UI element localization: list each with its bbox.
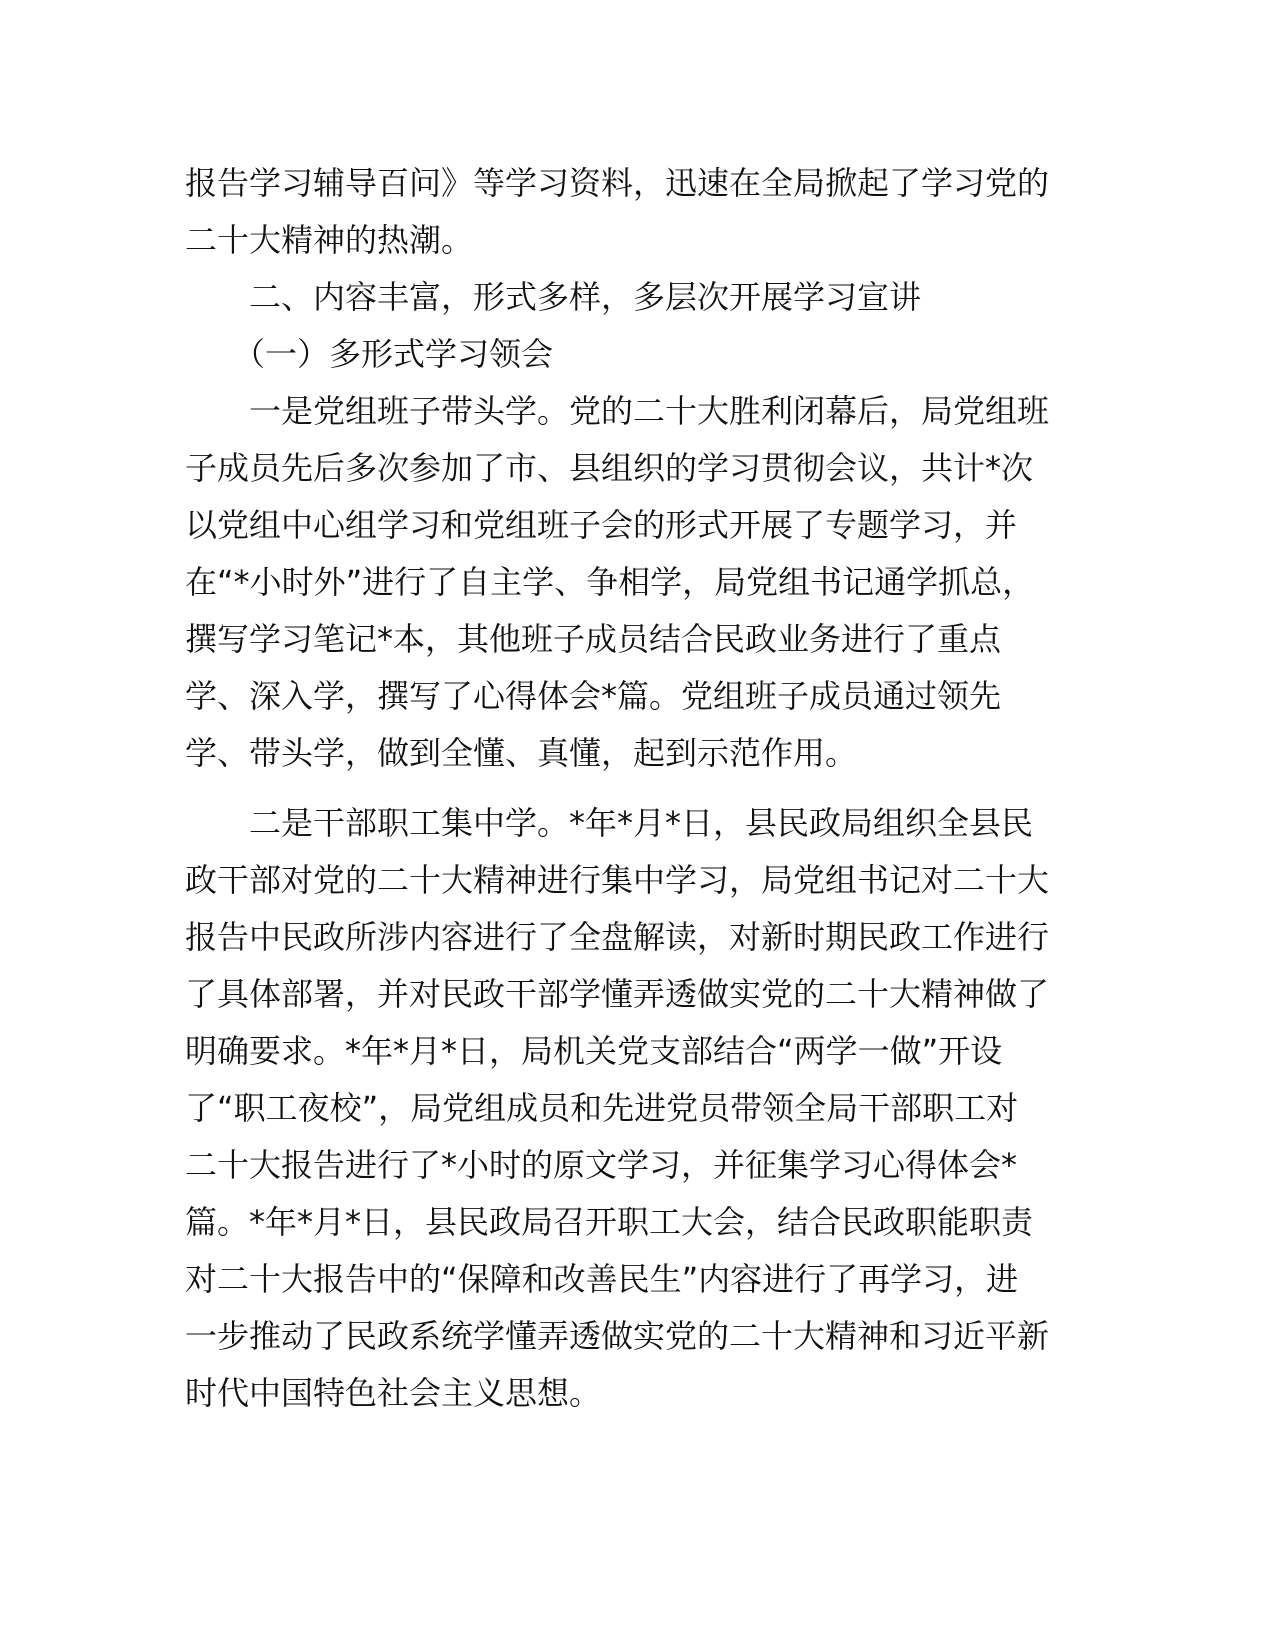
document-body — [185, 155, 1085, 1422]
section-heading: 二、内容丰富，形式多样，多层次开展学习宣讲 — [185, 278, 922, 316]
text-line: 报告学习辅导百问》等学习资料，迅速在全局掀起了学习党的 — [185, 164, 1050, 202]
text-line: 撰写学习笔记*本，其他班子成员结合民政业务进行了重点 — [185, 620, 1002, 658]
text-line: 一是党组班子带头学。党的二十大胜利闭幕后，局党组班 — [185, 392, 1050, 430]
text-line: 二十大精神的热潮。 — [185, 221, 474, 259]
text-line: 学、深入学，撰写了心得体会*篇。党组班子成员通过领先 — [185, 677, 1002, 715]
text-line: 明确要求。*年*月*日，局机关党支部结合“两学一做”开设 — [185, 1032, 1003, 1070]
text-line: 子成员先后多次参加了市、县组织的学习贯彻会议，共计*次 — [185, 449, 1034, 487]
text-line: 二是干部职工集中学。*年*月*日，县民政局组织全县民 — [185, 804, 1034, 842]
text-line: 学、带头学，做到全懂、真懂，起到示范作用。 — [185, 734, 858, 772]
text-line: 篇。*年*月*日，县民政局召开职工大会，结合民政职能职责 — [185, 1203, 1034, 1241]
text-line: 时代中国特色社会主义思想。 — [185, 1374, 602, 1412]
text-line: 了具体部署，并对民政干部学懂弄透做实党的二十大精神做了 — [185, 975, 1050, 1013]
text-line: 在“*小时外”进行了自主学、争相学，局党组书记通学抓总， — [185, 563, 1035, 601]
text-line: 报告中民政所涉内容进行了全盘解读，对新时期民政工作进行 — [185, 918, 1050, 956]
text-line: 一步推动了民政系统学懂弄透做实党的二十大精神和习近平新 — [185, 1317, 1050, 1355]
text-line: 政干部对党的二十大精神进行集中学习，局党组书记对二十大 — [185, 861, 1050, 899]
text-line: 二十大报告进行了*小时的原文学习，并征集学习心得体会* — [185, 1146, 1018, 1184]
subsection-heading: （一）多形式学习领会 — [185, 335, 554, 373]
text-line: 了“职工夜校”，局党组成员和先进党员带领全局干部职工对 — [185, 1089, 1019, 1127]
text-line: 对二十大报告中的“保障和改善民生”内容进行了再学习，进 — [185, 1260, 1019, 1298]
text-line: 以党组中心组学习和党组班子会的形式开展了专题学习，并 — [185, 506, 1018, 544]
